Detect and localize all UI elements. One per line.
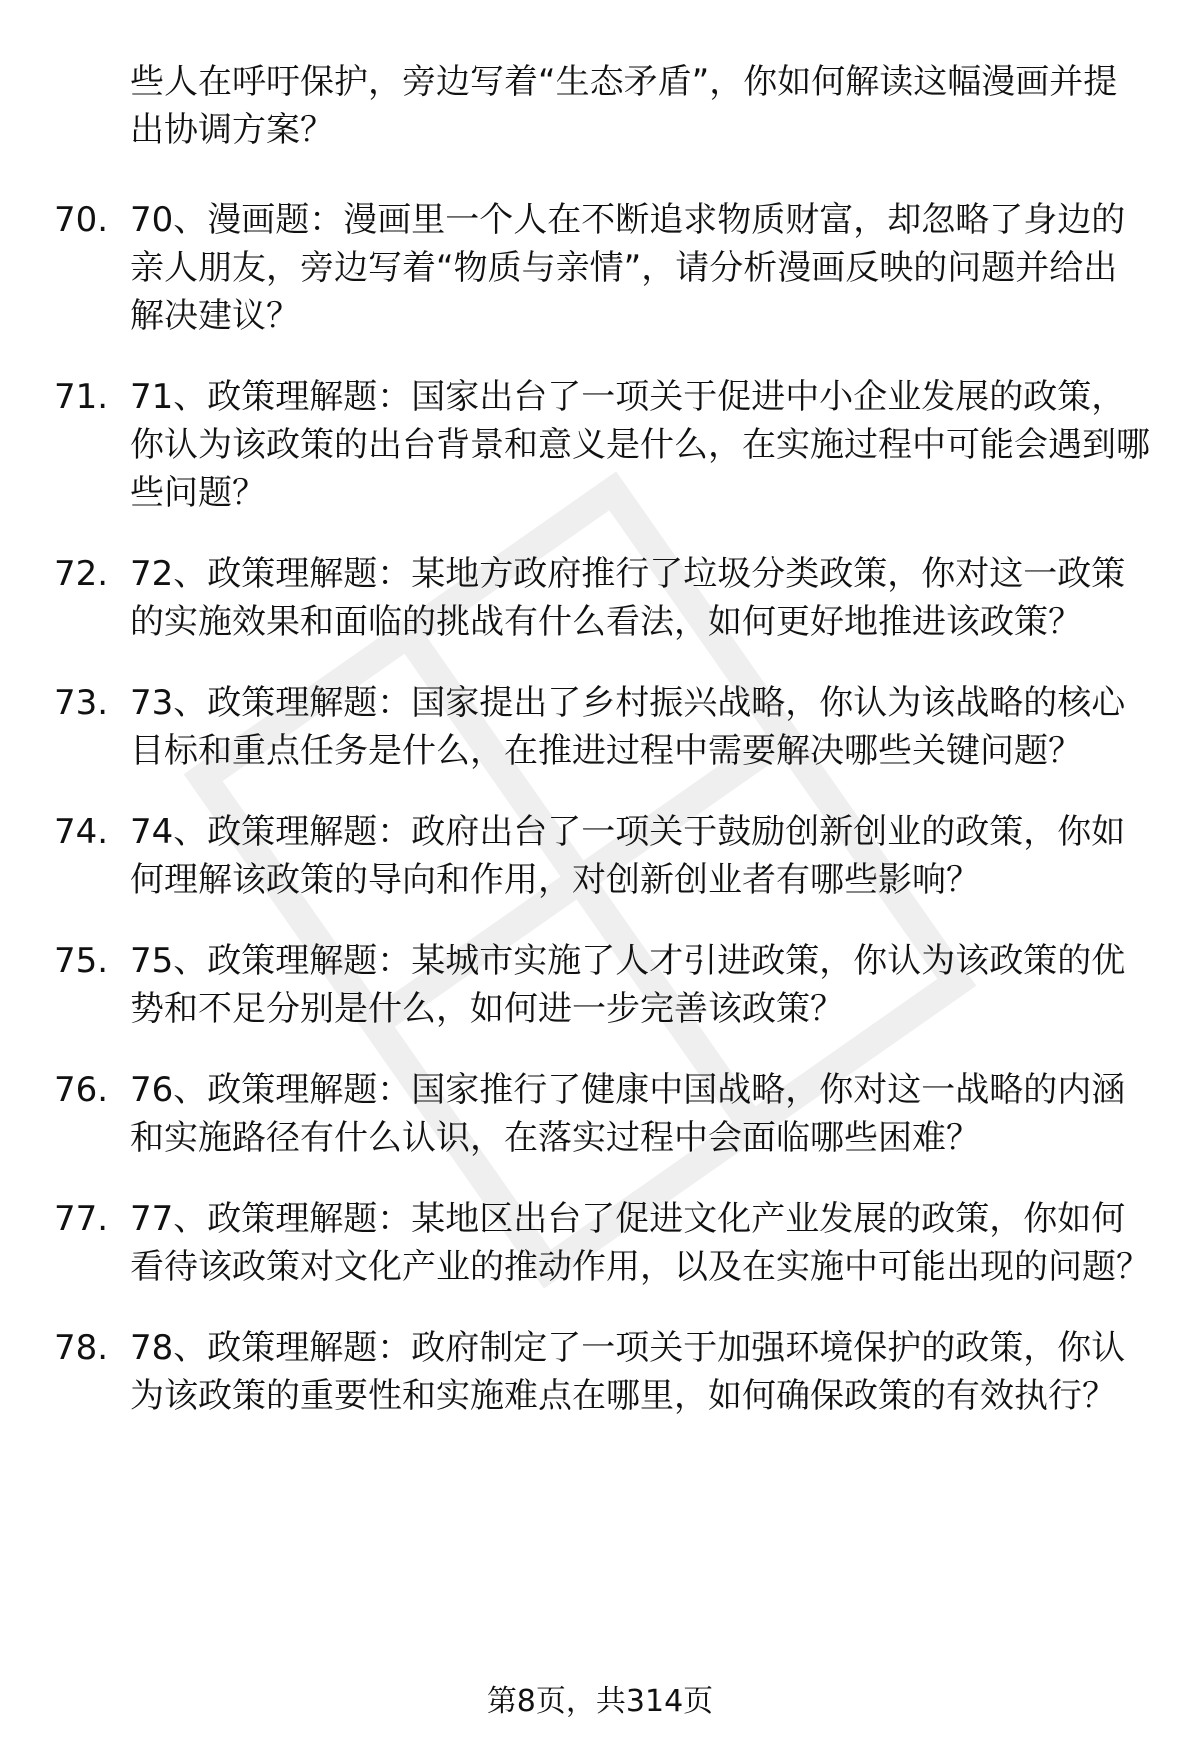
question-number: 72. [54, 554, 109, 594]
question-number: 77. [54, 1199, 109, 1239]
question-text: 78、政策理解题：政府制定了一项关于加强环境保护的政策，你认为该政策的重要性和实施难点在哪里，如何确保政策的有效执行？ [130, 1328, 1126, 1416]
question-number: 78. [54, 1328, 109, 1368]
question-number: 73. [54, 683, 109, 723]
question-item [0, 1324, 1200, 1420]
question-text: 76、政策理解题：国家推行了健康中国战略，你对这一战略的内涵和实施路径有什么认识，在落实过程中会面临哪些困难？ [130, 1070, 1126, 1158]
page-footer: 第8页，共314页 [486, 1684, 714, 1719]
question-number: 76. [54, 1070, 109, 1110]
question-item [0, 196, 1200, 340]
question-text: 73、政策理解题：国家提出了乡村振兴战略，你认为该战略的核心目标和重点任务是什么，在推进过程中需要解决哪些关键问题？ [130, 683, 1126, 771]
question-list [0, 196, 1200, 1453]
question-text: 75、政策理解题：某城市实施了人才引进政策，你认为该政策的优势和不足分别是什么，如何进一步完善该政策？ [130, 941, 1126, 1029]
question-number: 74. [54, 812, 109, 852]
question-item [0, 937, 1200, 1033]
question-text: 71、政策理解题：国家出台了一项关于促进中小企业发展的政策，你认为该政策的出台背景和意义是什么，在实施过程中可能会遇到哪些问题？ [130, 377, 1150, 513]
question-text: 74、政策理解题：政府出台了一项关于鼓励创新创业的政策，你如何理解该政策的导向和作用，对创新创业者有哪些影响？ [130, 812, 1126, 900]
question-item [0, 1066, 1200, 1162]
question-text: 77、政策理解题：某地区出台了促进文化产业发展的政策，你如何看待该政策对文化产业的推动作用，以及在实施中可能出现的问题？ [130, 1199, 1150, 1287]
question-text: 70、漫画题：漫画里一个人在不断追求物质财富，却忽略了身边的亲人朋友，旁边写着“物质与亲情”，请分析漫画反映的问题并给出解决建议？ [130, 200, 1126, 336]
question-69-continuation: 些人在呼吁保护，旁边写着“生态矛盾”，你如何解读这幅漫画并提出协调方案？ [130, 62, 1118, 150]
question-item [0, 373, 1200, 517]
question-item [0, 808, 1200, 904]
question-text: 72、政策理解题：某地方政府推行了垃圾分类政策，你对这一政策的实施效果和面临的挑战有什么看法，如何更好地推进该政策？ [130, 554, 1126, 642]
question-number: 75. [54, 941, 109, 981]
question-item [0, 550, 1200, 646]
question-number: 71. [54, 377, 109, 417]
question-item [0, 679, 1200, 775]
question-item [0, 1195, 1200, 1291]
question-number: 70. [54, 200, 109, 240]
